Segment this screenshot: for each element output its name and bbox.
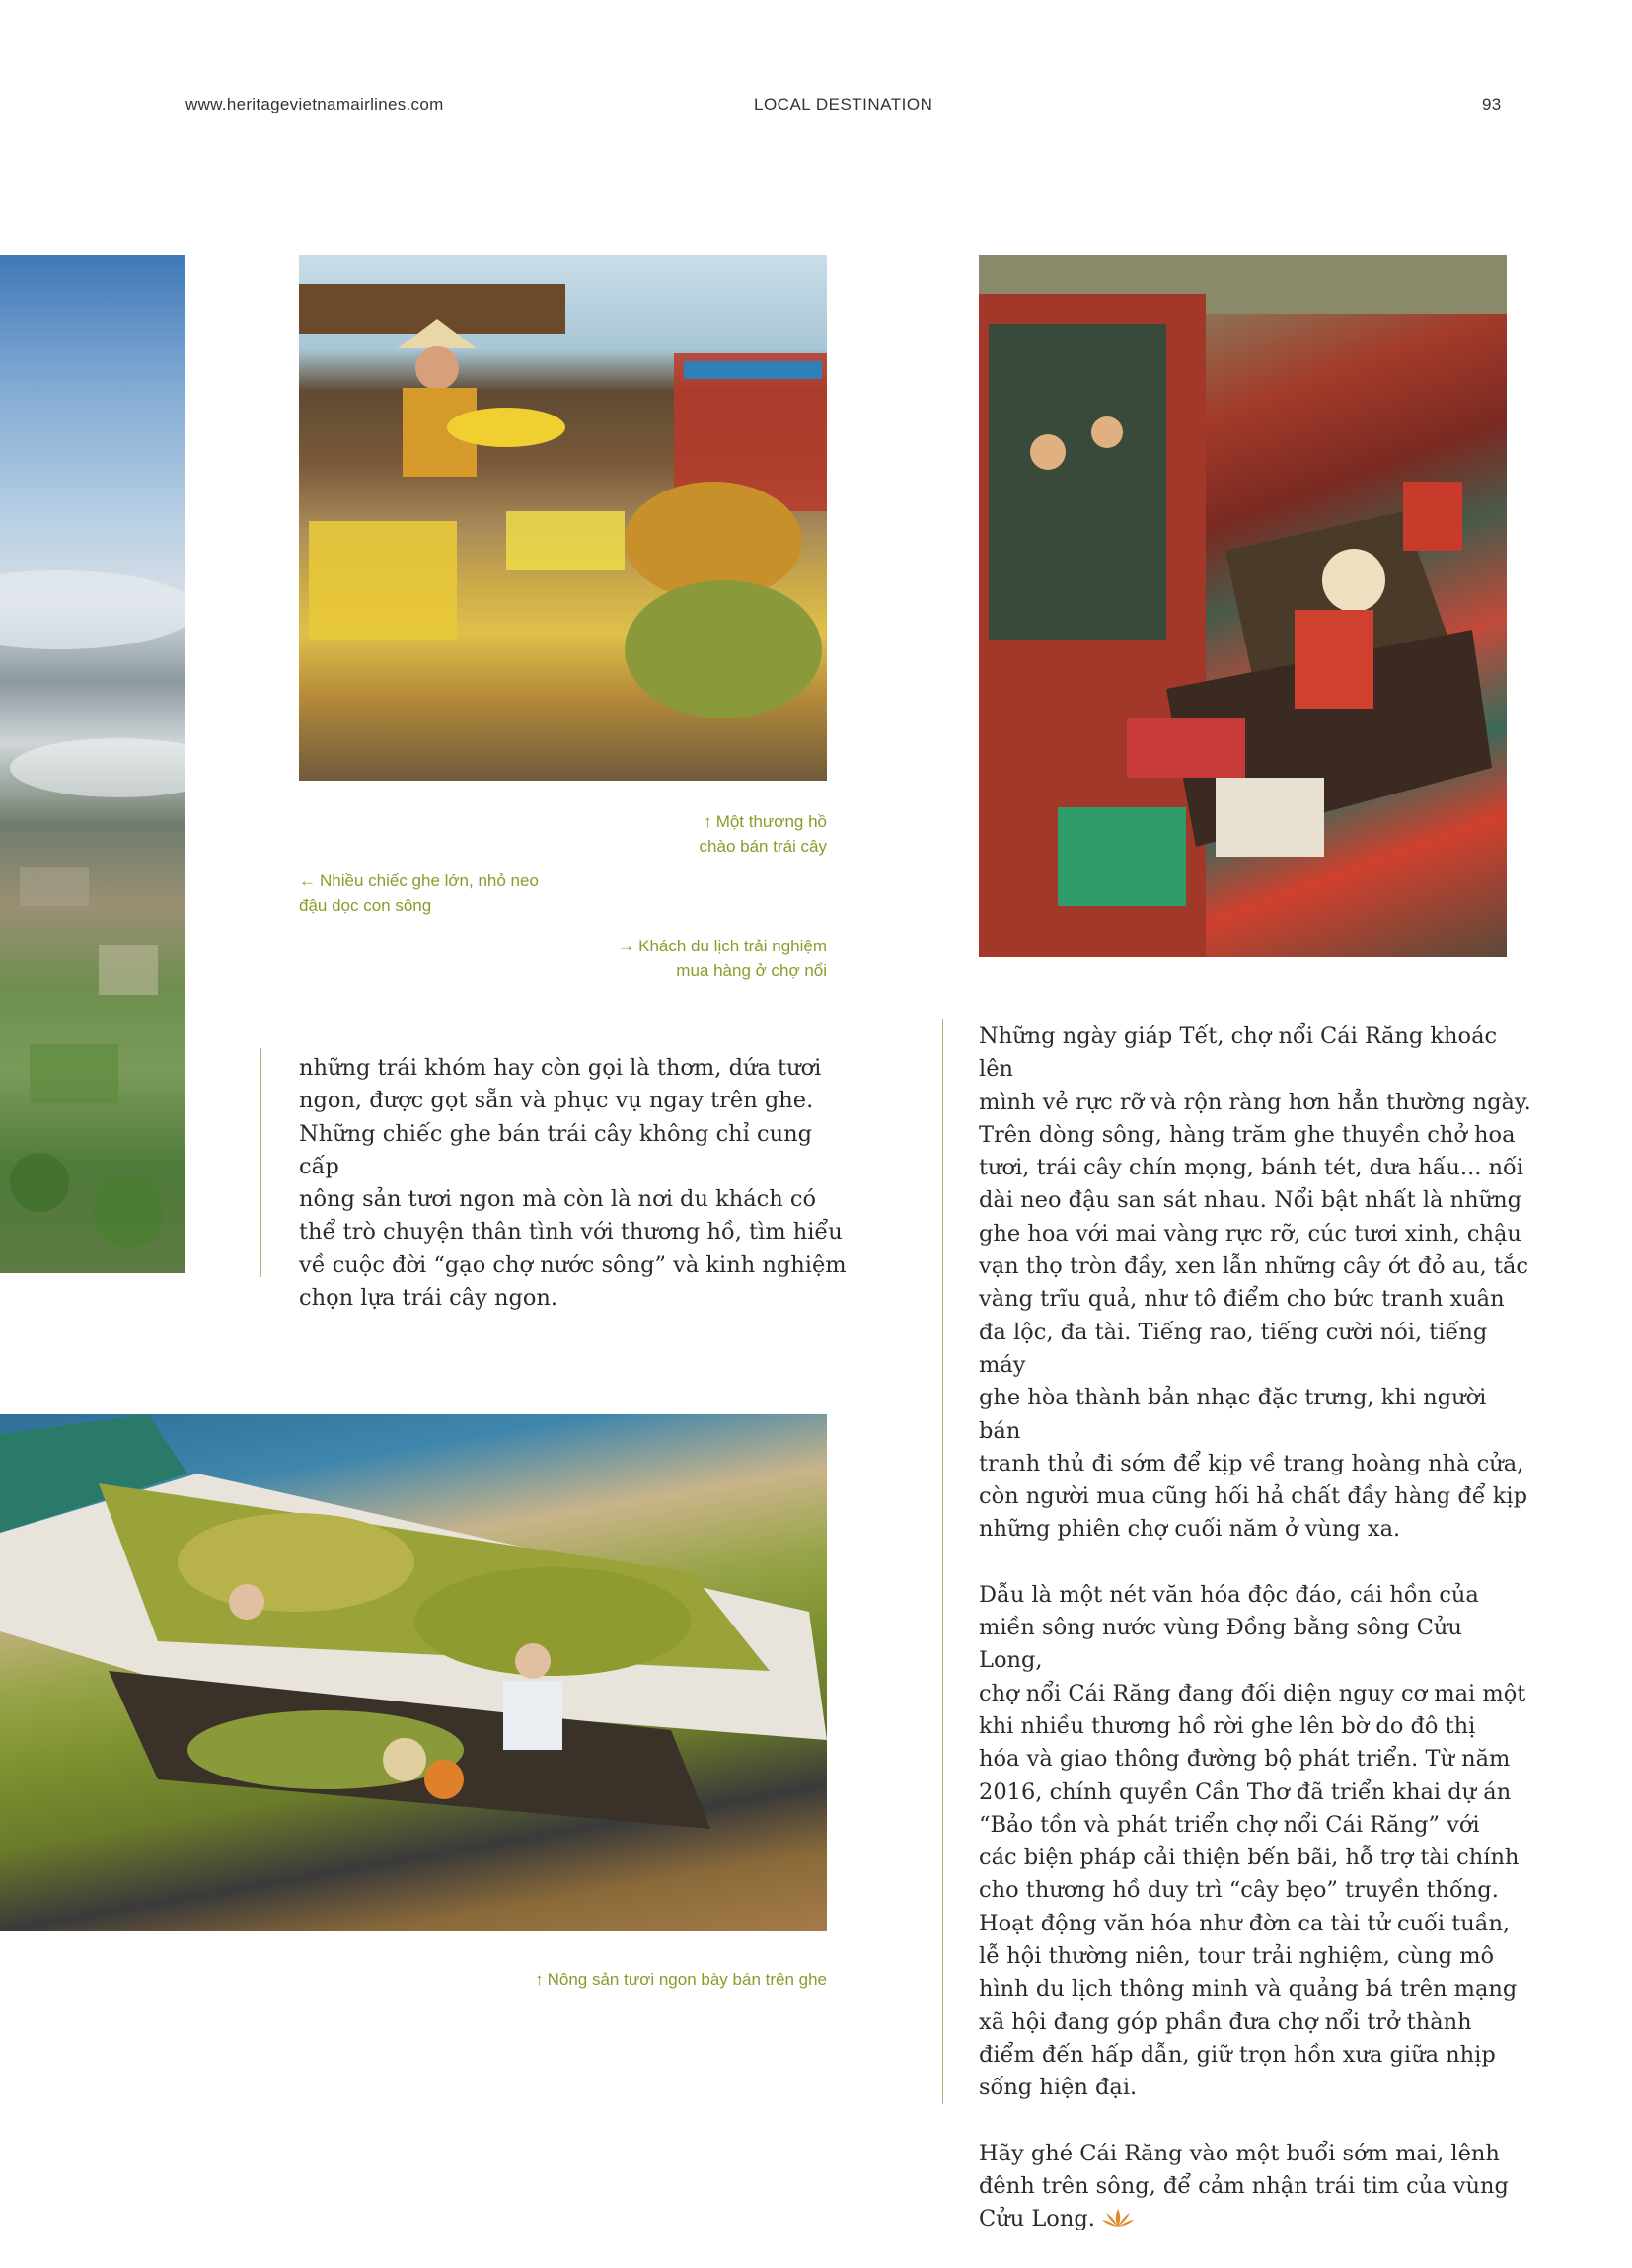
- text-line: Những chiếc ghe bán trái cây không chỉ cung cấp: [299, 1120, 813, 1179]
- text-line: các biện pháp cải thiện bến bãi, hỗ trợ tài chính: [979, 1845, 1520, 1871]
- text-line: những trái khóm hay còn gọi là thơm, dứa tươi: [299, 1055, 822, 1081]
- text-line: sống hiện đại.: [979, 2075, 1138, 2101]
- text-line: Trên dòng sông, hàng trăm ghe thuyền chở hoa: [979, 1121, 1516, 1148]
- boats-photo: [979, 255, 1507, 957]
- vendor-photo: [299, 255, 827, 781]
- aerial-city-photo: [0, 255, 185, 1273]
- page-number: 93: [1482, 95, 1502, 113]
- pineapple-boat-photo: [0, 1414, 827, 1931]
- text-line: vạn thọ tròn đầy, xen lẫn những cây ớt đỏ au, tắc: [979, 1253, 1528, 1280]
- paragraph-2: [979, 1579, 1531, 2105]
- up-arrow-icon: ↑: [535, 1970, 544, 1989]
- text-line: cho thương hồ duy trì “cây bẹo” truyền thống.: [979, 1877, 1499, 1904]
- text-line: tranh thủ đi sớm để kịp về trang hoàng nhà cửa,: [979, 1450, 1524, 1476]
- text-line: tươi, trái cây chín mọng, bánh tét, dưa hấu... nối: [979, 1155, 1523, 1181]
- text-line: mình vẻ rực rỡ và rộn ràng hơn hẳn thường ngày.: [979, 1089, 1531, 1115]
- text-line: những phiên chợ cuối năm ở vùng xa.: [979, 1516, 1401, 1543]
- text-line: còn người mua cũng hối hả chất đầy hàng để kịp: [979, 1483, 1527, 1510]
- text-line: về cuộc đời “gạo chợ nước sông” và kinh nghiệm: [299, 1251, 847, 1278]
- text-line: ghe hòa thành bản nhạc đặc trưng, khi người bán: [979, 1385, 1487, 1444]
- text-line: “Bảo tồn và phát triển chợ nổi Cái Răng” với: [979, 1811, 1480, 1838]
- left-column-text: [299, 1052, 852, 1315]
- text-line: hình du lịch thông minh và quảng bá trên mạng: [979, 1976, 1518, 2003]
- text-line: Hãy ghé Cái Răng vào một buổi sớm mai, lênh: [979, 2140, 1500, 2166]
- caption-produce: ↑ Nông sản tươi ngon bày bán trên ghe: [535, 1970, 827, 1989]
- left-arrow-icon: ←: [299, 871, 316, 890]
- text-line: ngon, được gọt sẵn và phục vụ ngay trên ghe.: [299, 1088, 814, 1114]
- right-column-rule: [942, 1019, 943, 2104]
- paragraph-3: [979, 2138, 1531, 2236]
- text-line: 2016, chính quyền Cần Thơ đã triển khai dự án: [979, 1778, 1512, 1805]
- site-url[interactable]: www.heritagevietnamairlines.com: [185, 95, 444, 113]
- lotus-ornament-icon: [1101, 2207, 1135, 2229]
- text-line: khi nhiều thương hồ rời ghe lên bờ do đô thị: [979, 1712, 1476, 1739]
- text-line: miền sông nước vùng Đồng bằng sông Cửu Long,: [979, 1615, 1462, 1674]
- left-column-rule: [260, 1048, 261, 1277]
- text-line: dài neo đậu san sát nhau. Nổi bật nhất là những: [979, 1187, 1521, 1214]
- caption-tourists: → Khách du lịch trải nghiệm mua hàng ở chợ nổi: [618, 937, 827, 980]
- text-line: đa lộc, đa tài. Tiếng rao, tiếng cười nói, tiếng máy: [979, 1319, 1488, 1378]
- paragraph-1: [979, 1021, 1531, 1547]
- text-line: Những ngày giáp Tết, chợ nổi Cái Răng khoác lên: [979, 1023, 1498, 1083]
- text-line: Dẫu là một nét văn hóa độc đáo, cái hồn của: [979, 1581, 1479, 1608]
- right-arrow-icon: →: [618, 937, 635, 955]
- text-line: điểm đến hấp dẫn, giữ trọn hồn xưa giữa nhịp: [979, 2041, 1496, 2068]
- text-line-last: [979, 2203, 1531, 2235]
- text-line: Cửu Long.: [979, 2206, 1095, 2232]
- text-line: chợ nổi Cái Răng đang đối diện nguy cơ mai một: [979, 1680, 1526, 1706]
- text-line: xã hội đang góp phần đưa chợ nổi trở thành: [979, 2008, 1472, 2035]
- text-line: chọn lựa trái cây ngon.: [299, 1285, 558, 1312]
- section-title: LOCAL DESTINATION: [754, 95, 933, 113]
- right-column-text: [979, 1021, 1531, 2268]
- text-line: Hoạt động văn hóa như đờn ca tài tử cuối tuần,: [979, 1910, 1511, 1936]
- up-arrow-icon: ↑: [704, 812, 712, 831]
- text-line: hóa và giao thông đường bộ phát triển. Từ năm: [979, 1746, 1511, 1773]
- caption-vendor: ↑ Một thương hồ chào bán trái cây: [699, 812, 827, 856]
- text-line: lễ hội thường niên, tour trải nghiệm, cùng mô: [979, 1943, 1495, 1970]
- text-line: thể trò chuyện thân tình với thương hồ, tìm hiểu: [299, 1219, 843, 1246]
- caption-boats: ← Nhiều chiếc ghe lớn, nhỏ neo đậu dọc con sông: [299, 871, 539, 915]
- text-line: vàng trĩu quả, như tô điểm cho bức tranh xuân: [979, 1286, 1505, 1313]
- text-line: nông sản tươi ngon mà còn là nơi du khách có: [299, 1186, 817, 1213]
- text-line: đênh trên sông, để cảm nhận trái tim của vùng: [979, 2172, 1509, 2199]
- text-line: ghe hoa với mai vàng rực rỡ, cúc tươi xinh, chậu: [979, 1220, 1521, 1247]
